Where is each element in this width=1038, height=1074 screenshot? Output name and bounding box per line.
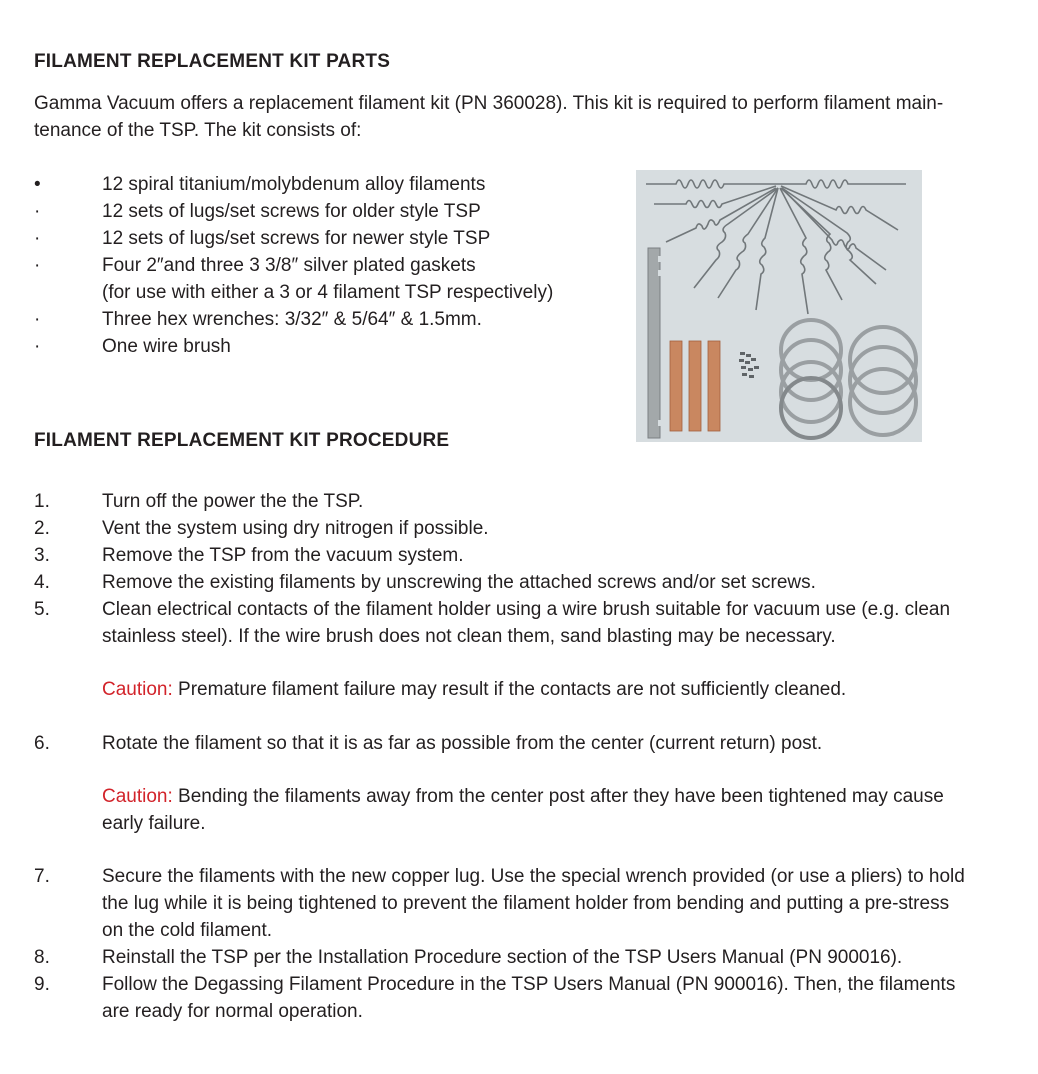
step-text: Remove the existing filaments by unscrewing the attached screws and/or set screws. (102, 572, 816, 593)
parts-heading: FILAMENT REPLACEMENT KIT PARTS (34, 51, 391, 72)
step-number: 2. (34, 518, 50, 539)
step-number: 7. (34, 866, 50, 887)
caution-label: Caution: (102, 786, 173, 807)
step-number: 3. (34, 545, 50, 566)
list-item-text: Four 2″and three 3 3/8″ silver plated gaskets (102, 255, 476, 276)
step-number: 1. (34, 491, 50, 512)
step-text-continuation: stainless steel). If the wire brush does not clean them, sand blasting may be necessary. (102, 626, 836, 647)
kit-photo (636, 170, 922, 442)
step-text: Clean electrical contacts of the filament holder using a wire brush suitable for vacuum use (e.g. clean (102, 599, 951, 620)
step-text: Secure the filaments with the new copper lug. Use the special wrench provided (or use a pliers) to hold (102, 866, 965, 887)
list-item-text: 12 sets of lugs/set screws for newer style TSP (102, 228, 491, 249)
bullet-icon: · (34, 228, 41, 249)
step-number: 6. (34, 733, 50, 754)
intro-line-1: Gamma Vacuum offers a replacement filament kit (PN 360028). This kit is required to perform filament main- (34, 93, 944, 114)
caution-text: Premature filament failure may result if the contacts are not sufficiently cleaned. (172, 679, 847, 700)
bullet-icon: · (34, 255, 41, 276)
caution-text-continuation: early failure. (102, 813, 206, 834)
step-number: 8. (34, 947, 50, 968)
step-text: Turn off the power the the TSP. (102, 491, 364, 512)
caution-label: Caution: (102, 679, 173, 700)
intro-line-2: tenance of the TSP. The kit consists of: (34, 120, 362, 141)
list-item-text: Three hex wrenches: 3/32″ & 5/64″ & 1.5mm. (102, 309, 482, 330)
list-item-text: 12 spiral titanium/molybdenum alloy filaments (102, 174, 486, 195)
procedure-heading: FILAMENT REPLACEMENT KIT PROCEDURE (34, 430, 450, 451)
caution-note (102, 783, 944, 810)
step-text: Follow the Degassing Filament Procedure in the TSP Users Manual (PN 900016). Then, the filaments (102, 974, 956, 995)
bullet-icon: · (34, 309, 41, 330)
list-item-text: One wire brush (102, 336, 231, 357)
step-number: 4. (34, 572, 50, 593)
bullet-icon: • (34, 174, 41, 195)
list-item-continuation: (for use with either a 3 or 4 filament TSP respectively) (102, 282, 554, 303)
step-text: Vent the system using dry nitrogen if possible. (102, 518, 489, 539)
copper-lugs-icon (670, 341, 720, 431)
step-text: Reinstall the TSP per the Installation Procedure section of the TSP Users Manual (PN 900016). (102, 947, 903, 968)
list-item-text: 12 sets of lugs/set screws for older style TSP (102, 201, 481, 222)
bullet-icon: · (34, 201, 41, 222)
step-text-continuation: the lug while it is being tightened to prevent the filament holder from bending and putting a pre-stress (102, 893, 950, 914)
step-text: Remove the TSP from the vacuum system. (102, 545, 464, 566)
caution-text: Bending the filaments away from the center post after they have been tightened may cause (172, 786, 944, 807)
step-number: 5. (34, 599, 50, 620)
step-text: Rotate the filament so that it is as far as possible from the center (current return) post. (102, 733, 823, 754)
bullet-icon: · (34, 336, 41, 357)
step-text-continuation: on the cold filament. (102, 920, 273, 941)
caution-note (102, 676, 846, 703)
step-number: 9. (34, 974, 50, 995)
step-text-continuation: are ready for normal operation. (102, 1001, 363, 1022)
